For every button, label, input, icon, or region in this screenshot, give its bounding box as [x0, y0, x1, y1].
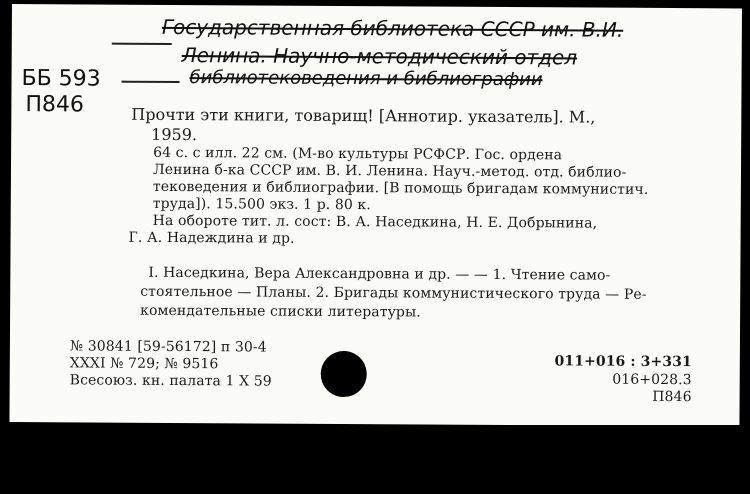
shelf-mark-top: ББ 593: [21, 66, 101, 92]
description-line-2: Ленина б-ка СССР им. В. И. Ленина. Науч.-метод. отд. библио-: [152, 161, 627, 181]
scan-border: [0, 425, 750, 494]
footer-left-line-2: XXXI № 729; № 9516: [69, 355, 219, 373]
entry-year: 1959.: [151, 124, 198, 145]
handwritten-library-line-2: Ленина. Научно-методический отдел: [181, 43, 578, 70]
tracing-line-1: I. Наседкина, Вера Александровна и др. — — 1. Чтение само-: [148, 264, 611, 284]
catalog-card: [9, 4, 742, 426]
description-line-4: труда]). 15.500 экз. 1 р. 80 к.: [152, 195, 371, 214]
description-line-3: тековедения и библиографии. [В помощь бригадам коммунистич.: [152, 178, 649, 198]
handwritten-library-line-3: библиотековедения и библиографии: [189, 67, 543, 91]
classification-line-2: 016+028.3: [612, 371, 692, 389]
classification-line-3: П846: [652, 388, 692, 406]
classification-line-1: 011+016 : 3+331: [554, 353, 692, 371]
shelf-mark-bottom: П846: [25, 92, 85, 118]
tracing-line-2: стоятельное — Планы. 2. Бригады коммунистического труда — Ре-: [140, 283, 647, 303]
tracing-line-3: комендательные списки литературы.: [140, 302, 421, 321]
shelf-mark-dash: [122, 81, 180, 83]
description-line-1: 64 с. с илл. 22 см. (М-во культуры РСФСР. Гос. ордена: [153, 144, 563, 164]
entry-title: Прочти эти книги, товарищ! [Аннотир. указатель]. М.,: [131, 104, 596, 127]
footer-left-line-1: № 30841 [59-56172] п 30-4: [69, 338, 267, 356]
footer-left-line-3: Всесоюз. кн. палата 1 X 59: [69, 372, 272, 390]
punch-hole: [321, 351, 367, 397]
note-line-1: На обороте тит. л. сост: В. А. Наседкина, Н. Е. Добрынина,: [152, 212, 598, 232]
underline: [112, 43, 172, 45]
note-line-2: Г. А. Надеждина и др.: [128, 229, 295, 247]
handwritten-library-line-1: Государственная библиотека СССР им. В.И.: [161, 14, 624, 42]
